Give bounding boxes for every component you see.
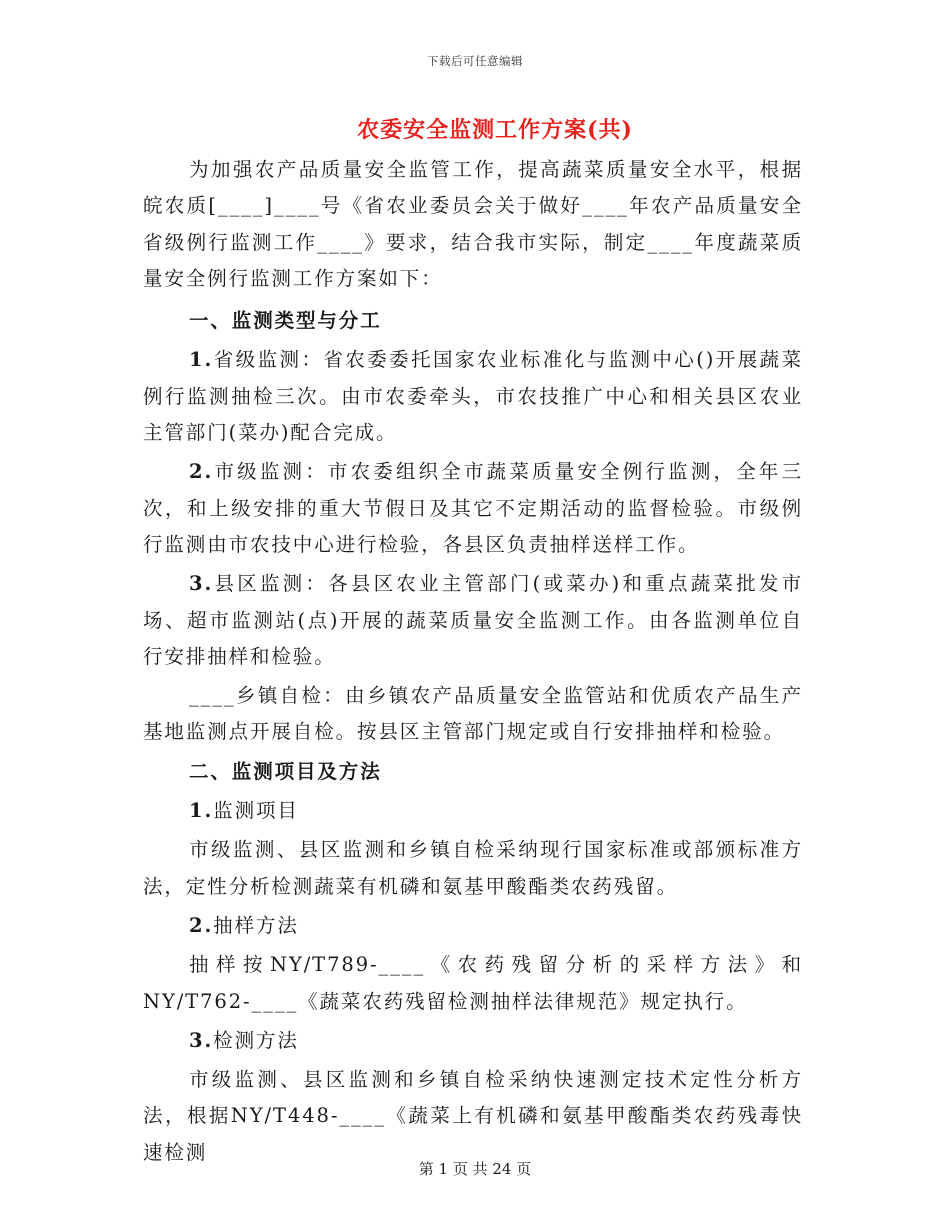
section-heading-2: 二、监测项目及方法 [189, 759, 382, 783]
section2-text-3: 市级监测、县区监测和乡镇自检采纳快速测定技术定性分析方法，根据NY/T448-____《蔬菜上有机磷和氨基甲酸酯类农药残毒快速检测 [143, 1068, 803, 1164]
section-heading-1: 一、监测类型与分工 [189, 309, 382, 333]
item-text: 市级监测：市农委组织全市蔬菜质量安全例行监测，全年三次，和上级安排的重大节假日及其它不定期活动的监督检验。市级例行监测由市农技中心进行检验，各县区负责抽样送样工作。 [143, 460, 803, 556]
item-number: 3. [189, 572, 214, 596]
section2-subheading-1 [143, 793, 803, 829]
item-number: 3. [189, 1028, 214, 1052]
document-body [143, 152, 803, 1171]
section1-item-1 [143, 342, 803, 451]
item-number: 1. [189, 799, 214, 823]
item-text: 抽样方法 [213, 913, 299, 937]
page-footer: 第 1 页 共 24 页 [418, 1160, 532, 1178]
section2-text-1: 市级监测、县区监测和乡镇自检采纳现行国家标准或部颁标准方法，定性分析检测蔬菜有机磷和氨基甲酸酯类农药残留。 [143, 838, 803, 898]
intro-paragraph: 为加强农产品质量安全监管工作，提高蔬菜质量安全水平，根据皖农质[____]____号《省农业委员会关于做好____年农产品质量安全省级例行监测工作____》要求，结合我市实际，制定____年度蔬菜质量安全例行监测工作方案如下： [143, 158, 803, 290]
item-text: 县区监测：各县区农业主管部门(或菜办)和重点蔬菜批发市场、超市监测站(点)开展的蔬菜质量安全监测工作。由各监测单位自行安排抽样和检验。 [143, 572, 803, 668]
document-title: 农委安全监测工作方案(共) [357, 117, 633, 143]
item-text: 检测方法 [213, 1028, 299, 1052]
item-number: 1. [189, 348, 214, 372]
item-number: 2. [189, 460, 214, 484]
header-note: 下载后可任意编辑 [427, 54, 523, 68]
item-text: 省级监测：省农委委托国家农业标准化与监测中心()开展蔬菜例行监测抽检三次。由市农委牵头，市农技推广中心和相关县区农业主管部门(菜办)配合完成。 [143, 348, 803, 445]
section1-item-2 [143, 454, 803, 563]
section2-subheading-2 [143, 908, 803, 944]
section2-subheading-3 [143, 1023, 803, 1059]
item-number: 2. [189, 913, 214, 937]
section2-text-2: 抽样按NY/T789-____《农药残留分析的采样方法》和NY/T762-____《蔬菜农药残留检测抽样法律规范》规定执行。 [143, 953, 803, 1013]
item-text: 监测项目 [213, 799, 299, 823]
section1-item-4: ____乡镇自检：由乡镇农产品质量安全监管站和优质农产品生产基地监测点开展自检。按县区主管部门规定或自行安排抽样和检验。 [143, 684, 803, 744]
section1-item-3 [143, 566, 803, 675]
